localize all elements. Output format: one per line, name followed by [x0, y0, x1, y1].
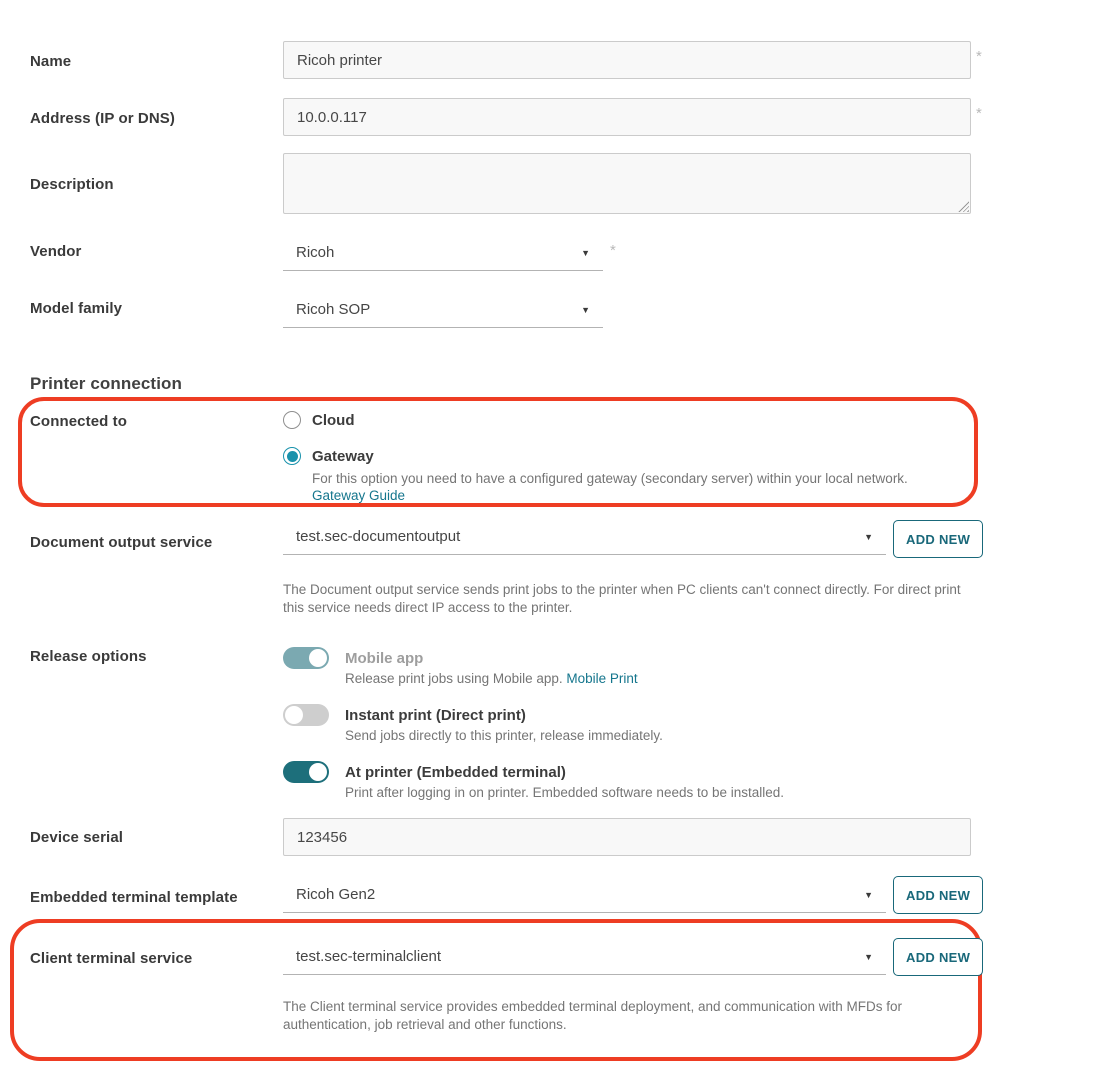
printer-connection-heading: Printer connection [30, 374, 182, 393]
name-label: Name [30, 53, 72, 70]
vendor-select[interactable] [283, 235, 603, 271]
model-family-select[interactable] [283, 292, 603, 328]
model-family-label: Model family [30, 300, 123, 317]
vendor-label: Vendor [30, 243, 82, 260]
mobile-print-link[interactable]: Mobile Print [566, 671, 638, 686]
document-output-service-label: Document output service [30, 534, 213, 551]
mobile-app-description-text: Release print jobs using Mobile app. [345, 671, 563, 686]
instant-print-title: Instant print (Direct print) [345, 707, 526, 724]
embedded-terminal-template-select-value: Ricoh Gen2 [296, 886, 376, 903]
document-output-service-select-value: test.sec-documentoutput [296, 528, 461, 545]
radio-gateway-label: Gateway [312, 448, 374, 465]
radio-cloud-label: Cloud [312, 412, 355, 429]
address-label: Address (IP or DNS) [30, 110, 175, 127]
embedded-terminal-template-label: Embedded terminal template [30, 889, 238, 906]
client-terminal-service-select[interactable] [283, 939, 886, 975]
device-serial-input[interactable] [283, 818, 971, 856]
toggle-mobile-app[interactable] [283, 647, 329, 669]
radio-gateway[interactable] [283, 447, 301, 465]
instant-print-description: Send jobs directly to this printer, release immediately. [345, 728, 663, 743]
at-printer-title: At printer (Embedded terminal) [345, 764, 566, 781]
device-serial-label: Device serial [30, 829, 124, 846]
chevron-down-icon: ▼ [864, 531, 873, 542]
address-input[interactable] [283, 98, 971, 136]
toggle-knob [309, 763, 327, 781]
vendor-select-value: Ricoh [296, 244, 335, 261]
add-new-embedded-terminal-template-button[interactable]: ADD NEW [893, 876, 983, 914]
chevron-down-icon: ▼ [581, 304, 590, 315]
client-terminal-service-label: Client terminal service [30, 950, 193, 967]
required-asterisk-icon: * [610, 242, 616, 259]
required-asterisk-icon: * [976, 105, 982, 122]
document-output-service-select[interactable] [283, 519, 886, 555]
required-asterisk-icon: * [976, 48, 982, 65]
release-options-label: Release options [30, 648, 147, 665]
add-new-document-output-service-button[interactable]: ADD NEW [893, 520, 983, 558]
description-textarea[interactable] [283, 153, 971, 214]
toggle-instant-print[interactable] [283, 704, 329, 726]
toggle-knob [309, 649, 327, 667]
mobile-app-description [345, 670, 638, 688]
chevron-down-icon: ▼ [864, 889, 873, 900]
embedded-terminal-template-select[interactable] [283, 877, 886, 913]
document-output-service-help: The Document output service sends print jobs to the printer when PC clients can't connect directly. For direct print this service needs direct IP access to the printer. [283, 582, 961, 615]
description-label: Description [30, 176, 114, 193]
annotation-circle-connected-to [18, 397, 978, 507]
radio-cloud[interactable] [283, 411, 301, 429]
model-family-select-value: Ricoh SOP [296, 301, 371, 318]
at-printer-description: Print after logging in on printer. Embedded software needs to be installed. [345, 785, 785, 800]
connected-to-label: Connected to [30, 413, 128, 430]
add-new-client-terminal-service-button[interactable]: ADD NEW [893, 938, 983, 976]
toggle-at-printer[interactable] [283, 761, 329, 783]
toggle-knob [285, 706, 303, 724]
client-terminal-service-select-value: test.sec-terminalclient [296, 948, 442, 965]
chevron-down-icon: ▼ [581, 247, 590, 258]
name-input[interactable] [283, 41, 971, 79]
gateway-description: For this option you need to have a configured gateway (secondary server) within your local network. [312, 471, 908, 486]
client-terminal-service-help: The Client terminal service provides embedded terminal deployment, and communication with MFDs for authentication, job retrieval and other functions. [283, 999, 903, 1032]
mobile-app-title: Mobile app [345, 650, 424, 667]
chevron-down-icon: ▼ [864, 951, 873, 962]
gateway-guide-link[interactable]: Gateway Guide [312, 488, 406, 503]
